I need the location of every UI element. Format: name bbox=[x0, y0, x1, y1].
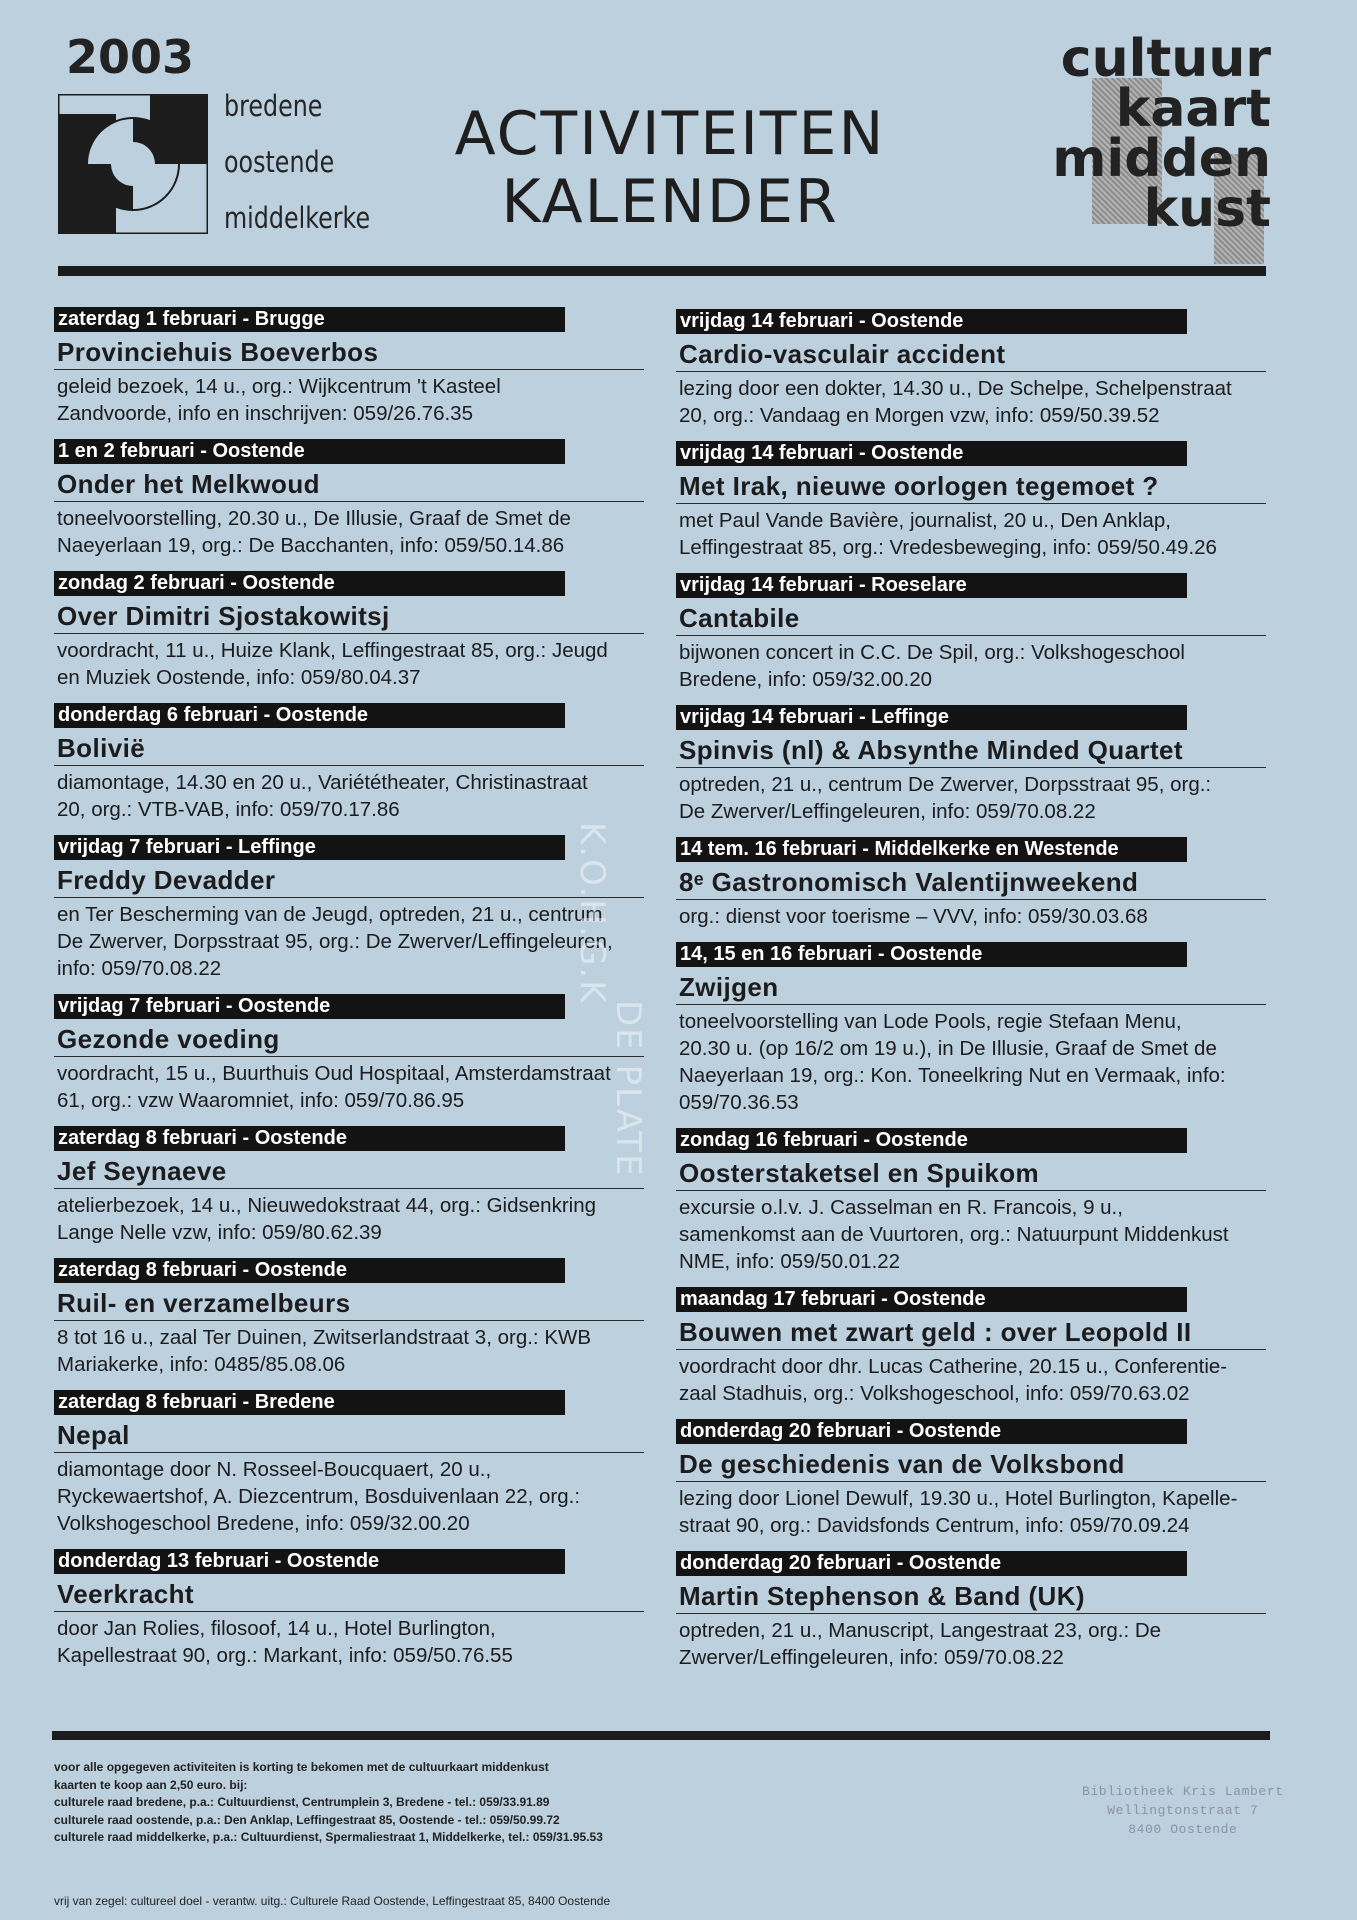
event-detail-line: info: 059/70.08.22 bbox=[57, 957, 222, 980]
event-detail-line: NME, info: 059/50.01.22 bbox=[679, 1250, 901, 1273]
logo-word: kust bbox=[1143, 179, 1271, 239]
event-details bbox=[54, 1192, 644, 1246]
year: 2003 bbox=[66, 30, 195, 84]
footer-divider bbox=[52, 1731, 1270, 1740]
event-details bbox=[54, 505, 644, 559]
event-date-bar: maandag 17 februari - Oostende bbox=[676, 1287, 1187, 1312]
event-detail-line: en Ter Bescherming van de Jeugd, optreden, 21 u., centrum bbox=[57, 903, 603, 926]
event-item bbox=[54, 835, 644, 982]
title-line-2: KALENDER bbox=[501, 167, 839, 237]
event-detail-line: 8 tot 16 u., zaal Ter Duinen, Zwitserlandstraat 3, org.: KWB bbox=[57, 1326, 592, 1349]
event-item bbox=[54, 439, 644, 559]
event-date-bar: zaterdag 1 februari - Brugge bbox=[54, 307, 565, 332]
event-item bbox=[54, 1549, 644, 1669]
event-date-bar: zaterdag 8 februari - Bredene bbox=[54, 1390, 565, 1415]
event-detail-line: De Zwerver, Dorpsstraat 95, org.: De Zwerver/Leffingeleuren, bbox=[57, 930, 613, 953]
event-detail-line: Naeyerlaan 19, org.: Kon. Toneelkring Nut en Vermaak, info: bbox=[679, 1064, 1226, 1087]
event-title: Onder het Melkwoud bbox=[54, 468, 644, 502]
event-date-bar: donderdag 20 februari - Oostende bbox=[676, 1551, 1187, 1576]
event-detail-line: en Muziek Oostende, info: 059/80.04.37 bbox=[57, 666, 421, 689]
footer-line: kaarten te koop aan 2,50 euro. bij: bbox=[54, 1777, 248, 1792]
event-detail-line: diamontage, 14.30 en 20 u., Variététheater, Christinastraat bbox=[57, 771, 588, 794]
event-title: Jef Seynaeve bbox=[54, 1155, 644, 1189]
event-details bbox=[54, 373, 644, 427]
event-detail-line: toneelvoorstelling van Lode Pools, regie Stefaan Menu, bbox=[679, 1010, 1182, 1033]
event-title: Spinvis (nl) & Absynthe Minded Quartet bbox=[676, 734, 1266, 768]
event-details bbox=[54, 1324, 644, 1378]
event-date-bar: zaterdag 8 februari - Oostende bbox=[54, 1258, 565, 1283]
event-details bbox=[54, 1060, 644, 1114]
event-detail-line: zaal Stadhuis, org.: Volkshogeschool, info: 059/70.63.02 bbox=[679, 1382, 1190, 1405]
event-detail-line: diamontage door N. Rosseel-Boucquaert, 20 u., bbox=[57, 1458, 492, 1481]
event-date-bar: zondag 2 februari - Oostende bbox=[54, 571, 565, 596]
event-item bbox=[676, 573, 1266, 693]
event-title: Veerkracht bbox=[54, 1578, 644, 1612]
event-date-bar: zaterdag 8 februari - Oostende bbox=[54, 1126, 565, 1151]
event-item bbox=[54, 703, 644, 823]
event-date-bar: 1 en 2 februari - Oostende bbox=[54, 439, 565, 464]
event-detail-line: straat 90, org.: Davidsfonds Centrum, info: 059/70.09.24 bbox=[679, 1514, 1190, 1537]
stamp-line: Wellingtonstraat 7 bbox=[1107, 1803, 1259, 1818]
event-details bbox=[54, 637, 644, 691]
event-detail-line: lezing door Lionel Dewulf, 19.30 u., Hotel Burlington, Kapelle- bbox=[679, 1487, 1238, 1510]
event-detail-line: Lange Nelle vzw, info: 059/80.62.39 bbox=[57, 1221, 382, 1244]
town-names bbox=[224, 78, 402, 246]
header-divider bbox=[58, 266, 1266, 276]
event-item bbox=[676, 1551, 1266, 1671]
event-item bbox=[676, 1128, 1266, 1275]
event-item bbox=[676, 1419, 1266, 1539]
title-line-1: ACTIVITEITEN bbox=[454, 99, 886, 169]
library-stamp bbox=[1082, 1782, 1284, 1839]
event-date-bar: 14 tem. 16 februari - Middelkerke en Westende bbox=[676, 837, 1187, 862]
event-date-bar: donderdag 13 februari - Oostende bbox=[54, 1549, 565, 1574]
stamp-line: 8400 Oostende bbox=[1128, 1822, 1238, 1837]
event-detail-line: Kapellestraat 90, org.: Markant, info: 059/50.76.55 bbox=[57, 1644, 513, 1667]
event-date-bar: vrijdag 14 februari - Oostende bbox=[676, 309, 1187, 334]
event-detail-line: 20.30 u. (op 16/2 om 19 u.), in De Illusie, Graaf de Smet de bbox=[679, 1037, 1217, 1060]
event-detail-line: Bredene, info: 059/32.00.20 bbox=[679, 668, 933, 691]
event-detail-line: Volkshogeschool Bredene, info: 059/32.00.20 bbox=[57, 1512, 470, 1535]
event-detail-line: voordracht door dhr. Lucas Catherine, 20.15 u., Conferentie- bbox=[679, 1355, 1228, 1378]
event-details bbox=[54, 1615, 644, 1669]
event-item bbox=[676, 1287, 1266, 1407]
event-detail-line: 61, org.: vzw Waaromniet, info: 059/70.86.95 bbox=[57, 1089, 465, 1112]
event-date-bar: donderdag 20 februari - Oostende bbox=[676, 1419, 1187, 1444]
logo-word: cultuur bbox=[1060, 29, 1271, 89]
stamp-line: Bibliotheek Kris Lambert bbox=[1082, 1784, 1284, 1799]
event-detail-line: optreden, 21 u., Manuscript, Langestraat 23, org.: De bbox=[679, 1619, 1162, 1642]
event-detail-line: Zwerver/Leffingeleuren, info: 059/70.08.22 bbox=[679, 1646, 1064, 1669]
event-item bbox=[54, 1258, 644, 1378]
right-event-column bbox=[676, 309, 1266, 1683]
event-date-bar: vrijdag 14 februari - Oostende bbox=[676, 441, 1187, 466]
event-date-bar: vrijdag 14 februari - Roeselare bbox=[676, 573, 1187, 598]
footer-line: voor alle opgegeven activiteiten is korting te bekomen met de cultuurkaart middenkust bbox=[54, 1760, 549, 1774]
event-detail-line: lezing door een dokter, 14.30 u., De Schelpe, Schelpenstraat bbox=[679, 377, 1232, 400]
footer-notes bbox=[54, 1759, 603, 1847]
event-details bbox=[676, 507, 1266, 561]
event-details bbox=[676, 375, 1266, 429]
event-title: Ruil- en verzamelbeurs bbox=[54, 1287, 644, 1321]
event-item bbox=[676, 441, 1266, 561]
event-detail-line: bijwonen concert in C.C. De Spil, org.: Volkshogeschool bbox=[679, 641, 1185, 664]
event-title: Over Dimitri Sjostakowitsj bbox=[54, 600, 644, 634]
event-details bbox=[54, 769, 644, 823]
event-detail-line: door Jan Rolies, filosoof, 14 u., Hotel Burlington, bbox=[57, 1617, 496, 1640]
event-detail-line: voordracht, 11 u., Huize Klank, Leffingestraat 85, org.: Jeugd bbox=[57, 639, 608, 662]
event-title: Oosterstaketsel en Spuikom bbox=[676, 1157, 1266, 1191]
event-detail-line: voordracht, 15 u., Buurthuis Oud Hospitaal, Amsterdamstraat bbox=[57, 1062, 611, 1085]
event-item bbox=[676, 942, 1266, 1116]
event-detail-line: 059/70.36.53 bbox=[679, 1091, 799, 1114]
event-details bbox=[54, 901, 644, 982]
town-middelkerke: middelkerke bbox=[224, 201, 371, 235]
left-event-column bbox=[54, 307, 644, 1681]
event-detail-line: 20, org.: VTB-VAB, info: 059/70.17.86 bbox=[57, 798, 400, 821]
event-item bbox=[54, 571, 644, 691]
event-item bbox=[54, 307, 644, 427]
event-details bbox=[676, 1353, 1266, 1407]
footer-line: culturele raad oostende, p.a.: Den Anklap, Leffingestraat 85, Oostende - tel.: 059/50.99.72 bbox=[54, 1812, 560, 1827]
event-details bbox=[676, 1485, 1266, 1539]
watermark: K.O.H.G.K bbox=[572, 822, 612, 1005]
event-detail-line: Zandvoorde, info en inschrijven: 059/26.76.35 bbox=[57, 402, 473, 425]
publisher-line: vrij van zegel: cultureel doel - verantw. uitg.: Culturele Raad Oostende, Leffingestraat 85, 8400 Oostende bbox=[54, 1894, 611, 1908]
event-item bbox=[676, 705, 1266, 825]
town-bredene: bredene bbox=[224, 89, 323, 123]
event-details bbox=[676, 1194, 1266, 1275]
event-details bbox=[676, 639, 1266, 693]
event-title: Cantabile bbox=[676, 602, 1266, 636]
event-title: Bouwen met zwart geld : over Leopold II bbox=[676, 1316, 1266, 1350]
event-detail-line: Ryckewaertshof, A. Diezcentrum, Bosduivenlaan 22, org.: bbox=[57, 1485, 581, 1508]
town-oostende: oostende bbox=[224, 145, 335, 179]
event-item bbox=[54, 1390, 644, 1537]
event-date-bar: vrijdag 7 februari - Leffinge bbox=[54, 835, 565, 860]
event-detail-line: excursie o.l.v. J. Casselman en R. Francois, 9 u., bbox=[679, 1196, 1123, 1219]
event-item bbox=[676, 837, 1266, 930]
event-title: Cardio-vasculair accident bbox=[676, 338, 1266, 372]
logo-word: midden bbox=[1052, 129, 1271, 189]
event-detail-line: met Paul Vande Bavière, journalist, 20 u., Den Anklap, bbox=[679, 509, 1171, 532]
event-detail-line: De Zwerver/Leffingeleuren, info: 059/70.08.22 bbox=[679, 800, 1096, 823]
event-date-bar: donderdag 6 februari - Oostende bbox=[54, 703, 565, 728]
event-detail-line: org.: dienst voor toerisme – VVV, info: 059/30.03.68 bbox=[679, 905, 1148, 928]
event-date-bar: zondag 16 februari - Oostende bbox=[676, 1128, 1187, 1153]
event-detail-line: atelierbezoek, 14 u., Nieuwedokstraat 44, org.: Gidsenkring bbox=[57, 1194, 596, 1217]
event-date-bar: 14, 15 en 16 februari - Oostende bbox=[676, 942, 1187, 967]
event-title: 8ᵉ Gastronomisch Valentijnweekend bbox=[676, 866, 1266, 900]
footer-line: culturele raad bredene, p.a.: Cultuurdienst, Centrumplein 3, Bredene - tel.: 059/33.91.89 bbox=[54, 1795, 550, 1809]
event-detail-line: 20, org.: Vandaag en Morgen vzw, info: 059/50.39.52 bbox=[679, 404, 1160, 427]
event-details bbox=[676, 903, 1266, 930]
event-title: Met Irak, nieuwe oorlogen tegemoet ? bbox=[676, 470, 1266, 504]
watermark: DE PLATE bbox=[608, 1000, 648, 1178]
event-date-bar: vrijdag 14 februari - Leffinge bbox=[676, 705, 1187, 730]
event-details bbox=[54, 1456, 644, 1537]
logo-word: kaart bbox=[1115, 79, 1271, 139]
event-date-bar: vrijdag 7 februari - Oostende bbox=[54, 994, 565, 1019]
event-title: De geschiedenis van de Volksbond bbox=[676, 1448, 1266, 1482]
event-item bbox=[54, 994, 644, 1114]
event-details bbox=[676, 771, 1266, 825]
cultuurkaart-logo bbox=[1024, 29, 1271, 264]
event-title: Gezonde voeding bbox=[54, 1023, 644, 1057]
event-title: Freddy Devadder bbox=[54, 864, 644, 898]
event-detail-line: optreden, 21 u., centrum De Zwerver, Dorpsstraat 95, org.: bbox=[679, 773, 1212, 796]
event-detail-line: geleid bezoek, 14 u., org.: Wijkcentrum 't Kasteel bbox=[57, 375, 501, 398]
page-title bbox=[420, 100, 920, 236]
event-title: Bolivië bbox=[54, 732, 644, 766]
event-detail-line: Leffingestraat 85, org.: Vredesbeweging, info: 059/50.49.26 bbox=[679, 536, 1217, 559]
footer-line: culturele raad middelkerke, p.a.: Cultuurdienst, Spermaliestraat 1, Middelkerke, tel.: 059/31.95.53 bbox=[54, 1830, 603, 1844]
event-title: Zwijgen bbox=[676, 971, 1266, 1005]
event-item bbox=[676, 309, 1266, 429]
event-title: Nepal bbox=[54, 1419, 644, 1453]
event-detail-line: toneelvoorstelling, 20.30 u., De Illusie, Graaf de Smet de bbox=[57, 507, 571, 530]
event-item bbox=[54, 1126, 644, 1246]
event-detail-line: samenkomst aan de Vuurtoren, org.: Natuurpunt Middenkust bbox=[679, 1223, 1229, 1246]
town-logo-icon bbox=[58, 94, 208, 234]
event-details bbox=[676, 1008, 1266, 1116]
event-detail-line: Naeyerlaan 19, org.: De Bacchanten, info: 059/50.14.86 bbox=[57, 534, 565, 557]
event-detail-line: Mariakerke, info: 0485/85.08.06 bbox=[57, 1353, 346, 1376]
event-title: Martin Stephenson & Band (UK) bbox=[676, 1580, 1266, 1614]
event-details bbox=[676, 1617, 1266, 1671]
event-title: Provinciehuis Boeverbos bbox=[54, 336, 644, 370]
